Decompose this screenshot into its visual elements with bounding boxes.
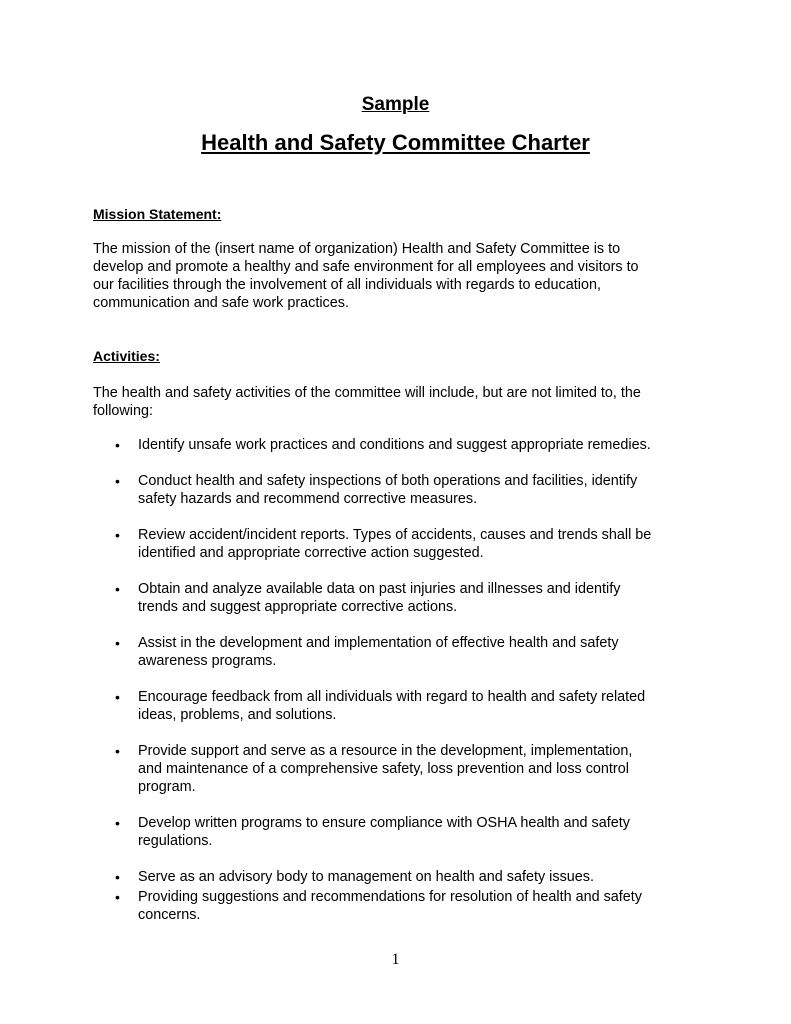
mission-heading: Mission Statement: xyxy=(93,206,222,222)
bullet-icon: • xyxy=(115,581,120,597)
activities-heading: Activities: xyxy=(93,348,160,364)
list-item-line: safety hazards and recommend corrective measures. xyxy=(138,491,478,507)
list-item xyxy=(93,580,713,616)
mission-line: our facilities through the involvement of all individuals with regards to education, xyxy=(93,277,601,293)
activities-intro xyxy=(93,384,713,420)
list-item-line: Identify unsafe work practices and conditions and suggest appropriate remedies. xyxy=(138,437,651,453)
list-item-line: Serve as an advisory body to management on health and safety issues. xyxy=(138,869,594,885)
bullet-icon: • xyxy=(115,889,120,905)
list-item-line: Assist in the development and implementation of effective health and safety xyxy=(138,635,619,651)
list-item xyxy=(93,688,713,724)
bullet-icon: • xyxy=(115,815,120,831)
list-item-line: trends and suggest appropriate corrective actions. xyxy=(138,599,458,615)
page-number: 1 xyxy=(391,951,400,968)
mission-line: The mission of the (insert name of organization) Health and Safety Committee is to xyxy=(93,241,621,257)
list-item-line: awareness programs. xyxy=(138,653,277,669)
document-subtitle: Sample xyxy=(361,94,430,115)
activities-intro-line: The health and safety activities of the committee will include, but are not limited to, the xyxy=(93,385,641,401)
list-item-line: concerns. xyxy=(138,907,201,923)
list-item xyxy=(93,526,713,562)
list-item xyxy=(93,888,713,924)
bullet-icon: • xyxy=(115,869,120,885)
list-item-line: and maintenance of a comprehensive safety, loss prevention and loss control xyxy=(138,761,629,777)
list-item-line: program. xyxy=(138,779,196,795)
mission-paragraph xyxy=(93,240,713,312)
list-item-line: Obtain and analyze available data on past injuries and illnesses and identify xyxy=(138,581,621,597)
list-item xyxy=(93,742,713,796)
list-item-line: Conduct health and safety inspections of both operations and facilities, identify xyxy=(138,473,638,489)
list-item-line: Provide support and serve as a resource in the development, implementation, xyxy=(138,743,633,759)
list-item xyxy=(93,436,713,454)
bullet-icon: • xyxy=(115,527,120,543)
list-item xyxy=(93,868,713,886)
list-item-line: Encourage feedback from all individuals with regard to health and safety related xyxy=(138,689,646,705)
bullet-icon: • xyxy=(115,743,120,759)
list-item-line: Providing suggestions and recommendations for resolution of health and safety xyxy=(138,889,642,905)
bullet-icon: • xyxy=(115,473,120,489)
list-item-line: ideas, problems, and solutions. xyxy=(138,707,337,723)
list-item xyxy=(93,634,713,670)
list-item-line: regulations. xyxy=(138,833,213,849)
document-title: Health and Safety Committee Charter xyxy=(201,130,590,155)
activities-intro-line: following: xyxy=(93,403,153,419)
bullet-icon: • xyxy=(115,437,120,453)
bullet-icon: • xyxy=(115,635,120,651)
bullet-icon: • xyxy=(115,689,120,705)
mission-line: develop and promote a healthy and safe environment for all employees and visitors to xyxy=(93,259,639,275)
list-item xyxy=(93,472,713,508)
activities-list xyxy=(93,436,713,924)
list-item-line: Review accident/incident reports. Types of accidents, causes and trends shall be xyxy=(138,527,652,543)
mission-line: communication and safe work practices. xyxy=(93,295,349,311)
list-item-line: identified and appropriate corrective action suggested. xyxy=(138,545,484,561)
list-item-line: Develop written programs to ensure compliance with OSHA health and safety xyxy=(138,815,630,831)
list-item xyxy=(93,814,713,850)
